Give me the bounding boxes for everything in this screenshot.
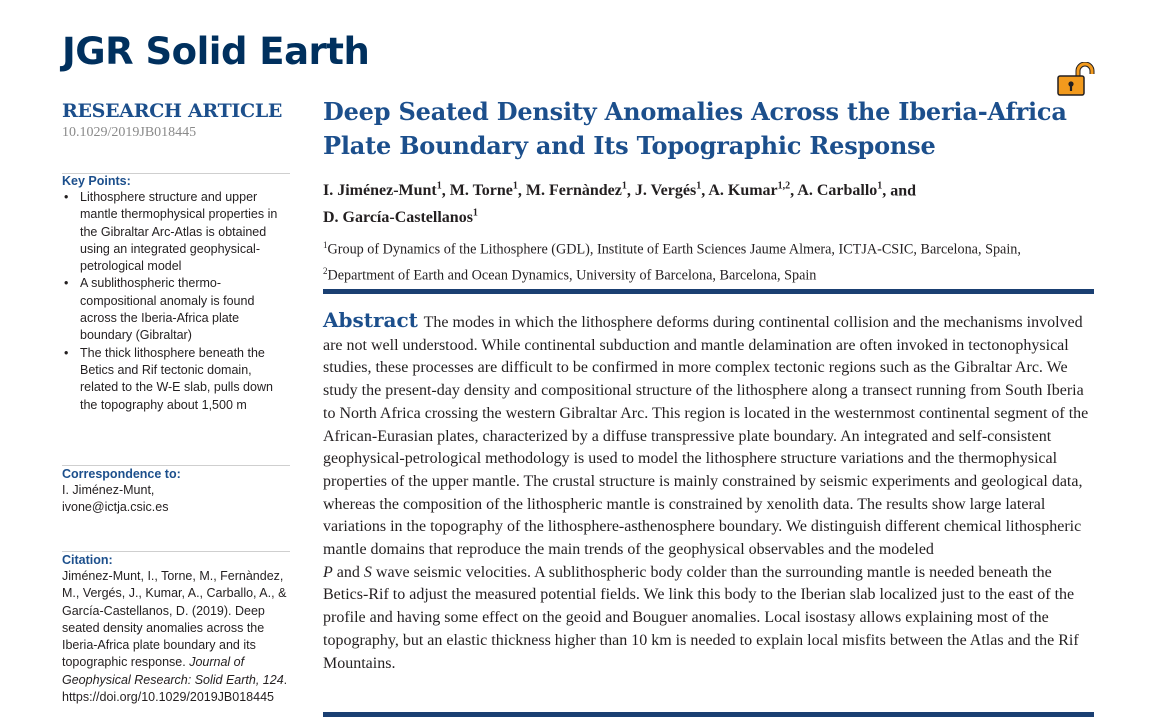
- citation-url[interactable]: https://doi.org/10.1029/2019JB018445: [62, 690, 274, 705]
- affiliation: $^2$Department of Earth and Ocean Dynamics, University of Barcelona, Barcelona, Spain: [323, 265, 817, 284]
- journal-logo: JGR Solid Earth: [62, 30, 370, 73]
- author[interactable]: A. Kumar$^{1,2}$: [708, 181, 791, 200]
- key-points-heading: Key Points:: [62, 174, 131, 188]
- article-title: Deep Seated Density Anomalies Across the Iberia-Africa Plate Boundary and Its Topographic Response: [323, 97, 1067, 160]
- key-points: [62, 173, 290, 414]
- correspondence-heading: Correspondence to:: [62, 467, 181, 481]
- key-points-list: [62, 189, 290, 414]
- abstract-bottom-rule: [323, 712, 1094, 717]
- citation-text: [62, 568, 290, 706]
- affiliation: $^1$Group of Dynamics of the Lithosphere (GDL), Institute of Earth Sciences Jaume Almera, ICTJA-CSIC, Barcelona, Spain,: [323, 240, 1021, 258]
- citation: [62, 551, 290, 706]
- abstract-heading: Abstract: [323, 308, 418, 332]
- author[interactable]: I. Jiménez-Munt$^1$: [323, 181, 442, 200]
- citation-end: .: [283, 672, 288, 687]
- open-lock-icon: [1056, 62, 1096, 96]
- article-doi[interactable]: 10.1029/2019JB018445: [62, 125, 197, 140]
- article-type: RESEARCH ARTICLE: [62, 100, 283, 122]
- key-point-item: • Lithosphere structure and upper mantle thermophysical properties in the Gibraltar Arc-Atlas is obtained using an integrated geophysical-petrological model: [62, 189, 290, 275]
- affiliations: [323, 235, 1113, 286]
- author[interactable]: D. García-Castellanos$^1$: [323, 207, 478, 226]
- author[interactable]: A. Carballo$^1$: [797, 181, 883, 200]
- key-point-item: • A sublithospheric thermo-compositional anomaly is found across the Iberia-Africa plate boundary (Gibraltar): [62, 275, 290, 344]
- citation-heading: Citation:: [62, 553, 113, 567]
- key-point-item: • The thick lithosphere beneath the Betics and Rif tectonic domain, related to the W-E slab, pulls down the topography about 1,500 m: [62, 345, 290, 414]
- correspondence: [62, 465, 290, 517]
- author-list: I. Jiménez-Munt$^1$, M. Torne$^1$, M. Fernàndez$^1$, J. Vergés$^1$, A. Kumar$^{1,2}$, A. Carballo$^1$, and D. García-Castellanos$^1$: [323, 181, 917, 226]
- citation-body: Jiménez-Munt, I., Torne, M., Fernàndez, M., Vergés, J., Kumar, A., Carballo, A., & García-Castellanos, D. (2019). Deep seated density anomalies across the Iberia-Africa plate boundary and its topographic response.: [62, 569, 287, 670]
- abstract: Abstract The modes in which the lithosphere deforms during continental collision and the mechanisms involved are not well understood. While continental subduction and mantle delamination are often invoked in tectonophysical studies, these processes are difficult to be confirmed in more complex tectonic regions such as the Gibraltar Arc. We study the present-day density and compositional structure of the lithosphere along a transect running from South Iberia to North Africa crossing the western Gibraltar Arc. This region is located in the westernmost continental segment of the African-Eurasian plates, characterized by a diffuse transpressive plate boundary. An integrated and self-consistent geophysical-petrological methodology is used to model the lithosphere structure variations and the thermophysical properties of the upper mantle. The crustal structure is mainly constrained by seismic experiments and geological data, whereas the composition of the lithospheric mantle is constrained by xenolith data. The results show large lateral variations in the topography of the lithosphere-asthenosphere boundary. We distinguish different chemical lithospheric mantle domains that reproduce the main trends of the geophysical observables and the modeled P and S wave seismic velocities. A sublithospheric body colder than the surrounding mantle is needed beneath the Betics-Rif to adjust the measured potential fields. We link this body to the Iberian slab localized just to the east of the profile and having some effect on the geoid and Bouguer anomalies. Local isostasy allows explaining most of the topography, but an elastic thickness higher than 10 km is needed to explain local misfits between the Atlas and the Rif Mountains.: [323, 308, 1089, 672]
- correspondence-email[interactable]: ivone@ictja.csic.es: [62, 500, 169, 515]
- abstract-top-rule: [323, 289, 1094, 294]
- author[interactable]: M. Fernàndez$^1$: [525, 181, 627, 200]
- article-sidebar: [62, 100, 290, 141]
- author[interactable]: M. Torne$^1$: [449, 181, 518, 200]
- author[interactable]: J. Vergés$^1$: [634, 181, 702, 200]
- correspondence-name: I. Jiménez-Munt,: [62, 483, 155, 497]
- citation-journal: Journal of Geophysical Research: Solid Earth, 124: [62, 655, 284, 687]
